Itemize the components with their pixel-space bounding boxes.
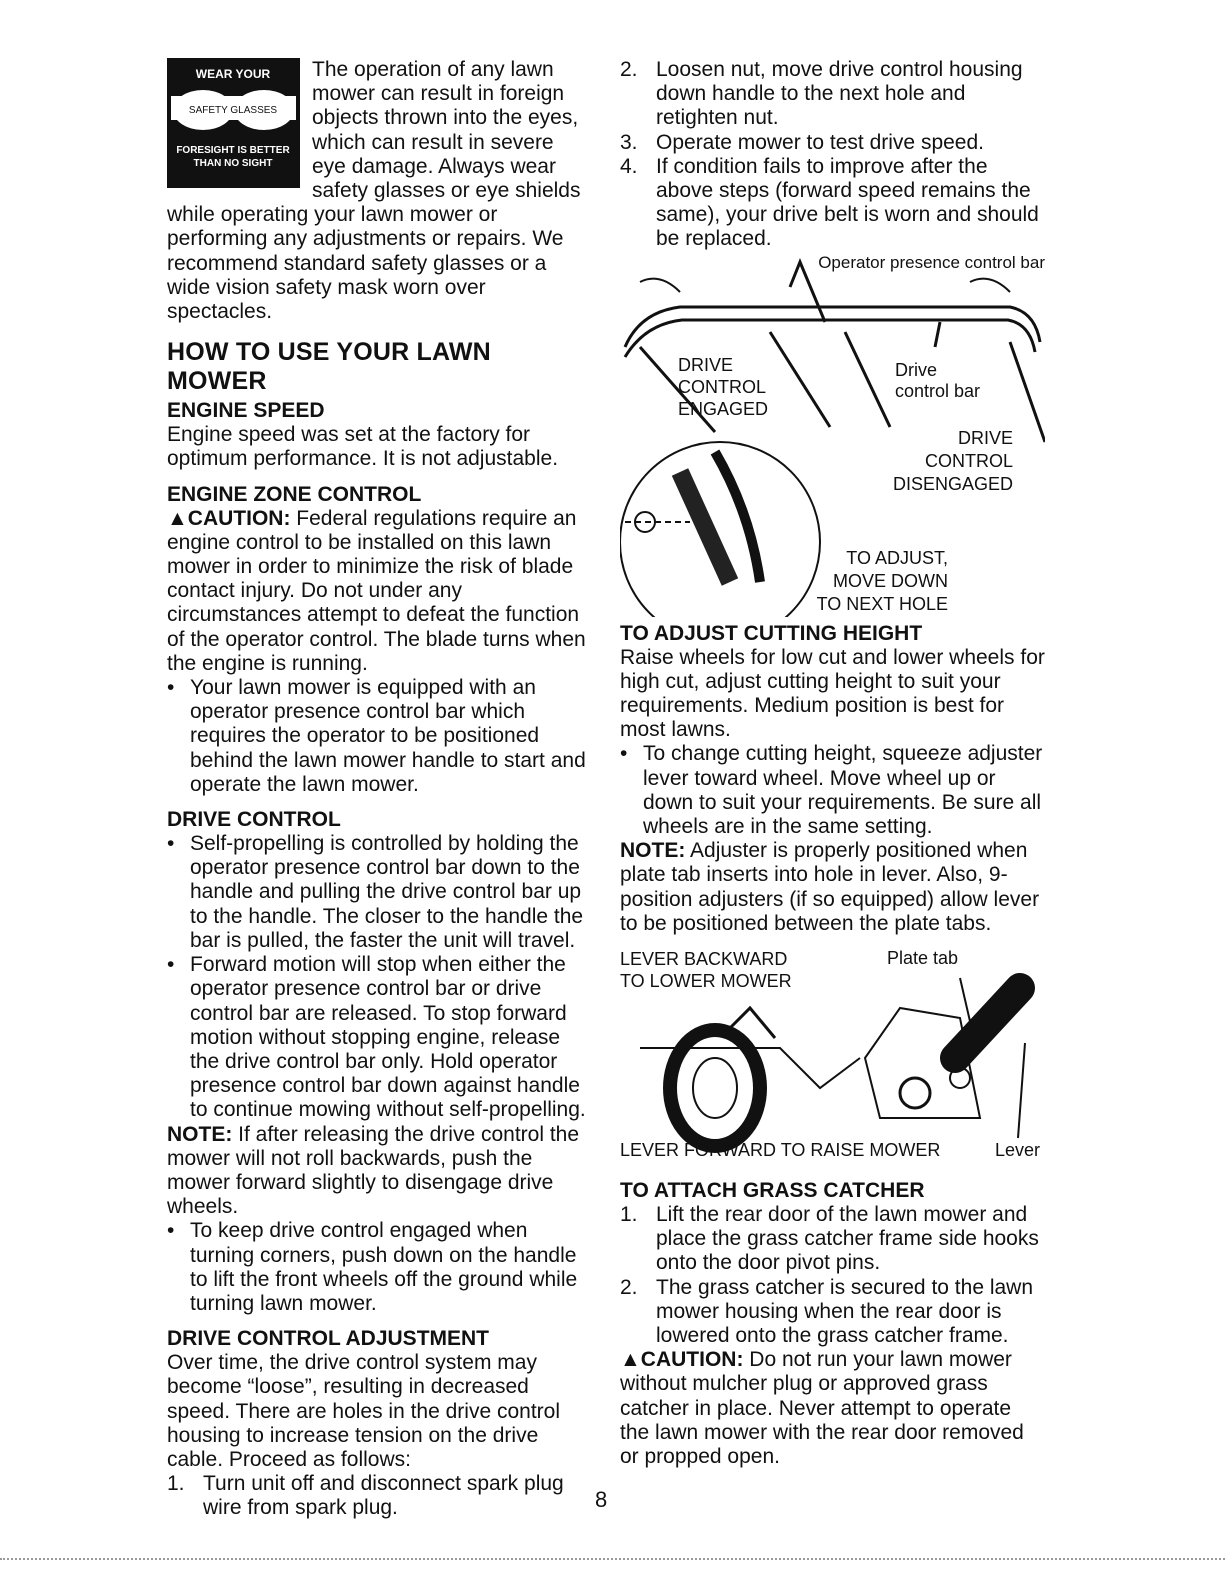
drive-control-bullet-3: • To keep drive control engaged when turning corners, push down on the handle to lift the front wheels off the ground while turning lawn mower. — [167, 1219, 587, 1316]
cutting-height-text: Raise wheels for low cut and lower wheels for high cut, adjust cutting height to suit your requirements. Medium position is best for most lawns. — [620, 645, 1045, 742]
opc-bar-label: Operator presence control bar — [818, 252, 1045, 272]
safety-glasses-warning-icon — [167, 58, 300, 188]
caution-label: CAUTION: — [187, 506, 291, 530]
note-label: NOTE: — [620, 839, 686, 863]
engine-zone-bullet: • Your lawn mower is equipped with an operator presence control bar which requires the operator to be positioned behind the lawn mower handle to start and operate the lawn mower. — [167, 676, 587, 797]
height-adjuster-figure — [620, 948, 1045, 1168]
drive-adjust-step-3: 3. Operate mower to test drive speed. — [620, 130, 984, 154]
lever-forward-label: LEVER FORWARD TO RAISE MOWER — [620, 1140, 941, 1161]
left-column — [167, 58, 587, 1521]
caution-icon: ▲ — [167, 506, 188, 530]
grass-catcher-step-1: 1. Lift the rear door of the lawn mower and place the grass catcher frame side hooks onto the door pivot pins. — [620, 1203, 1039, 1275]
drive-disengaged-label: DRIVE CONTROL DISENGAGED — [892, 427, 1013, 494]
engine-speed-text: Engine speed was set at the factory for optimum performance. It is not adjustable. — [167, 423, 559, 471]
engine-speed-heading: ENGINE SPEED — [167, 399, 325, 423]
drive-adjust-step-4: 4. If condition fails to improve after the above steps (forward speed remains the same), your drive belt is worn and should be replaced. — [620, 154, 1039, 251]
note-label: NOTE: — [167, 1122, 233, 1146]
drive-control-bullet-2: • Forward motion will stop when either the operator presence control bar or drive control bar are released. To stop forward motion without stopping engine, release the drive control bar only. Hold operator presence control bar down against handle to continue mowing without self-propelling. — [167, 953, 587, 1122]
lever-backward-label: LEVER BACKWARD TO LOWER MOWER — [620, 949, 792, 992]
badge-line3: FORESIGHT IS BETTER — [176, 145, 290, 156]
caution-text: Federal regulations require an engine control to be installed on this lawn mower in order to minimize the risk of blade contact injury. Do not under any circumstances attempt to defeat the function of the operator control. The blade turns when the engine is running. — [167, 506, 586, 675]
drive-adjust-step-1: 1. Turn unit off and disconnect spark plug wire from spark plug. — [167, 1472, 564, 1520]
caution-label: CAUTION: — [640, 1348, 744, 1372]
right-column — [620, 58, 1045, 1469]
badge-line1: WEAR YOUR — [195, 67, 271, 81]
drive-adjust-step-2: 2. Loosen nut, move drive control housing down handle to the next hole and retighten nut. — [620, 58, 1023, 130]
page-bottom-rule — [0, 1558, 1225, 1560]
main-title: HOW TO USE YOUR LAWN MOWER — [167, 338, 491, 396]
drive-adjust-heading: DRIVE CONTROL ADJUSTMENT — [167, 1327, 490, 1351]
grass-catcher-step-2: 2. The grass catcher is secured to the lawn mower housing when the rear door is lowered onto the grass catcher frame. — [620, 1275, 1034, 1348]
adjust-label: TO ADJUST, MOVE DOWN TO NEXT HOLE — [816, 547, 948, 614]
cutting-height-heading: TO ADJUST CUTTING HEIGHT — [620, 621, 923, 645]
drive-engaged-label: DRIVE CONTROL ENGAGED — [678, 354, 769, 419]
badge-line2: SAFETY GLASSES — [188, 105, 278, 116]
drive-control-figure — [620, 252, 1045, 617]
page-number: 8 — [595, 1487, 608, 1512]
grass-catcher-caution — [620, 1348, 1045, 1469]
engine-zone-caution — [167, 507, 587, 676]
drive-control-note — [167, 1123, 587, 1220]
caution-text: Do not run your lawn mower without mulcher plug or approved grass catcher in place. Never attempt to operate the lawn mower with the rear door removed or propped open. — [620, 1348, 1024, 1469]
note-text: If after releasing the drive control the mower will not roll backwards, push the mower forward slightly to disengage drive wheels. — [167, 1122, 580, 1219]
drive-control-bar-label: Drive control bar — [895, 359, 981, 401]
intro-text: The operation of any lawn mower can result in foreign objects thrown into the eyes, which can result in severe eye damage. Always wear safety glasses or eye shields while operating your lawn mower or performing any adjustments or repairs. We recommend standard safety glasses or a wide vision safety mask worn over spectacles. — [167, 58, 581, 324]
caution-icon: ▲ — [620, 1348, 641, 1372]
grass-catcher-heading: TO ATTACH GRASS CATCHER — [620, 1179, 925, 1203]
drive-control-bullet-1: • Self-propelling is controlled by holding the operator presence control bar down to the handle and pulling the drive control bar up to the handle. The closer to the handle the bar is pulled, the faster the unit will travel. — [167, 832, 587, 953]
engine-zone-heading: ENGINE ZONE CONTROL — [167, 482, 422, 506]
badge-line4: THAN NO SIGHT — [193, 158, 273, 169]
lever-label: Lever — [995, 1140, 1041, 1161]
note-text: Adjuster is properly positioned when plate tab inserts into hole in lever. Also, 9-position adjusters (if so equipped) allow lever to be positioned between the plate tabs. — [620, 839, 1040, 935]
cutting-height-note — [620, 839, 1045, 936]
plate-tab-label: Plate tab — [887, 948, 959, 969]
drive-control-heading: DRIVE CONTROL — [167, 808, 341, 832]
drive-adjust-text: Over time, the drive control system may become “loose”, resulting in decreased speed. There are holes in the drive control housing to increase tension on the drive cable. Proceed as follows: — [167, 1351, 561, 1471]
cutting-height-bullet: • To change cutting height, squeeze adjuster lever toward wheel. Move wheel up or down to suit your requirements. Be sure all wheels are in the same setting. — [620, 742, 1045, 839]
